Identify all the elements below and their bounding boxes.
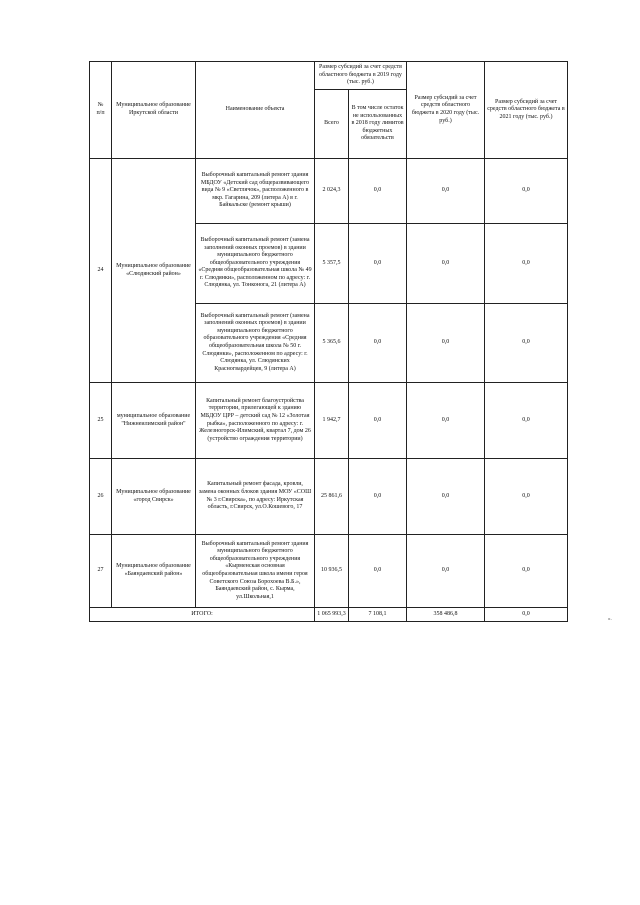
totals-2020: 358 486,8 [407, 608, 485, 622]
row-2020: 0,0 [407, 459, 485, 535]
row-2021: 0,0 [485, 159, 568, 224]
row-remainder: 0,0 [349, 224, 407, 304]
totals-label: ИТОГО: [90, 608, 315, 622]
row-remainder: 0,0 [349, 159, 407, 224]
row-remainder: 0,0 [349, 383, 407, 459]
row-remainder: 0,0 [349, 535, 407, 608]
row-municipality: Муниципальное образование «Слюдянский район» [112, 159, 196, 383]
row-object: Выборочный капитальный ремонт (замена заполнений оконных проемов) в здании муниципального бюджетного образовательного учреждения «Средняя общеобразовательная школа № 50 г. Слюдянки», расположенном по адресу: г. Слюдянка, ул. Слюдянских Красногвардейцев, 9 (литера А) [196, 304, 315, 383]
row-total: 25 861,6 [315, 459, 349, 535]
header-num: № п/п [90, 62, 112, 159]
row-object: Выборочный капитальный ремонт здания муниципального бюджетного общеобразовательного учреждения «Кырменская основная общеобразовательная школа имени героя Советского Союза Борохоева В.Б.», Баяндаевский район, с. Кырма, ул.Школьная,1 [196, 535, 315, 608]
totals-remainder: 7 108,1 [349, 608, 407, 622]
header-2020: Размер субсидий за счет средств областного бюджета в 2020 году (тыс. руб.) [407, 62, 485, 159]
row-2021: 0,0 [485, 459, 568, 535]
row-num: 25 [90, 383, 112, 459]
row-object: Капитальный ремонт фасада, кровли, замена оконных блоков здания МОУ «СОШ № 3 г.Свирска», по адресу: Иркутская область, г.Свирск, ул.О.Кошевого, 17 [196, 459, 315, 535]
table-row [90, 159, 568, 224]
row-2020: 0,0 [407, 159, 485, 224]
header-municipality: Муниципальное образование Иркутской области [112, 62, 196, 159]
row-2021: 0,0 [485, 224, 568, 304]
tail-mark: ». [608, 617, 612, 622]
row-2020: 0,0 [407, 535, 485, 608]
row-municipality: муниципальное образование "Нижнеилимский район" [112, 383, 196, 459]
row-object: Выборочный капитальный ремонт здания МБДОУ «Детский сад общеразвивающего вида № 9 «Светлячок», расположенного в мкр. Гагарина, 209 (литера А) в г. Байкальске (ремонт крыши) [196, 159, 315, 224]
row-object: Капитальный ремонт благоустройства территории, прилегающей к зданию МБДОУ ЦРР – детский сад № 12 «Золотая рыбка», расположенного по адресу: г. Железногорск-Илимский, квартал 7, дом 26 (устройство ограждения территории) [196, 383, 315, 459]
header-2019: Размер субсидий за счет средств областного бюджета в 2019 году (тыс. руб.) [315, 62, 407, 90]
row-num: 27 [90, 535, 112, 608]
row-total: 5 357,5 [315, 224, 349, 304]
table-row [90, 383, 568, 459]
row-total: 2 024,3 [315, 159, 349, 224]
row-object: Выборочный капитальный ремонт (замена заполнений оконных проемов) в здании муниципального бюджетного общеобразовательного учреждения «Средняя общеобразовательная школа № 49 г. Слюдянки», расположенном по адресу: г. Слюдянка, ул. Тонконога, 21 (литера А) [196, 224, 315, 304]
row-2021: 0,0 [485, 535, 568, 608]
header-total: Всего [315, 90, 349, 159]
row-2020: 0,0 [407, 304, 485, 383]
table-row [90, 459, 568, 535]
header-remainder: В том числе остаток не использованных в 2018 году лимитов бюджетных обязательств [349, 90, 407, 159]
totals-total: 1 065 993,3 [315, 608, 349, 622]
row-municipality: Муниципальное образование «Баяндаевский район» [112, 535, 196, 608]
row-total: 10 936,5 [315, 535, 349, 608]
row-num: 24 [90, 159, 112, 383]
totals-2021: 0,0 [485, 608, 568, 622]
row-2020: 0,0 [407, 224, 485, 304]
totals-row [90, 608, 568, 622]
header-2021: Размер субсидий за счет средств областного бюджета в 2021 году (тыс. руб.) [485, 62, 568, 159]
row-total: 1 942,7 [315, 383, 349, 459]
row-remainder: 0,0 [349, 304, 407, 383]
table-row [90, 535, 568, 608]
row-2021: 0,0 [485, 383, 568, 459]
row-2021: 0,0 [485, 304, 568, 383]
row-2020: 0,0 [407, 383, 485, 459]
header-object: Наименование объекта [196, 62, 315, 159]
row-municipality: Муниципальное образование «город Свирск» [112, 459, 196, 535]
row-remainder: 0,0 [349, 459, 407, 535]
subsidy-table [89, 61, 568, 622]
row-num: 26 [90, 459, 112, 535]
row-total: 5 365,6 [315, 304, 349, 383]
